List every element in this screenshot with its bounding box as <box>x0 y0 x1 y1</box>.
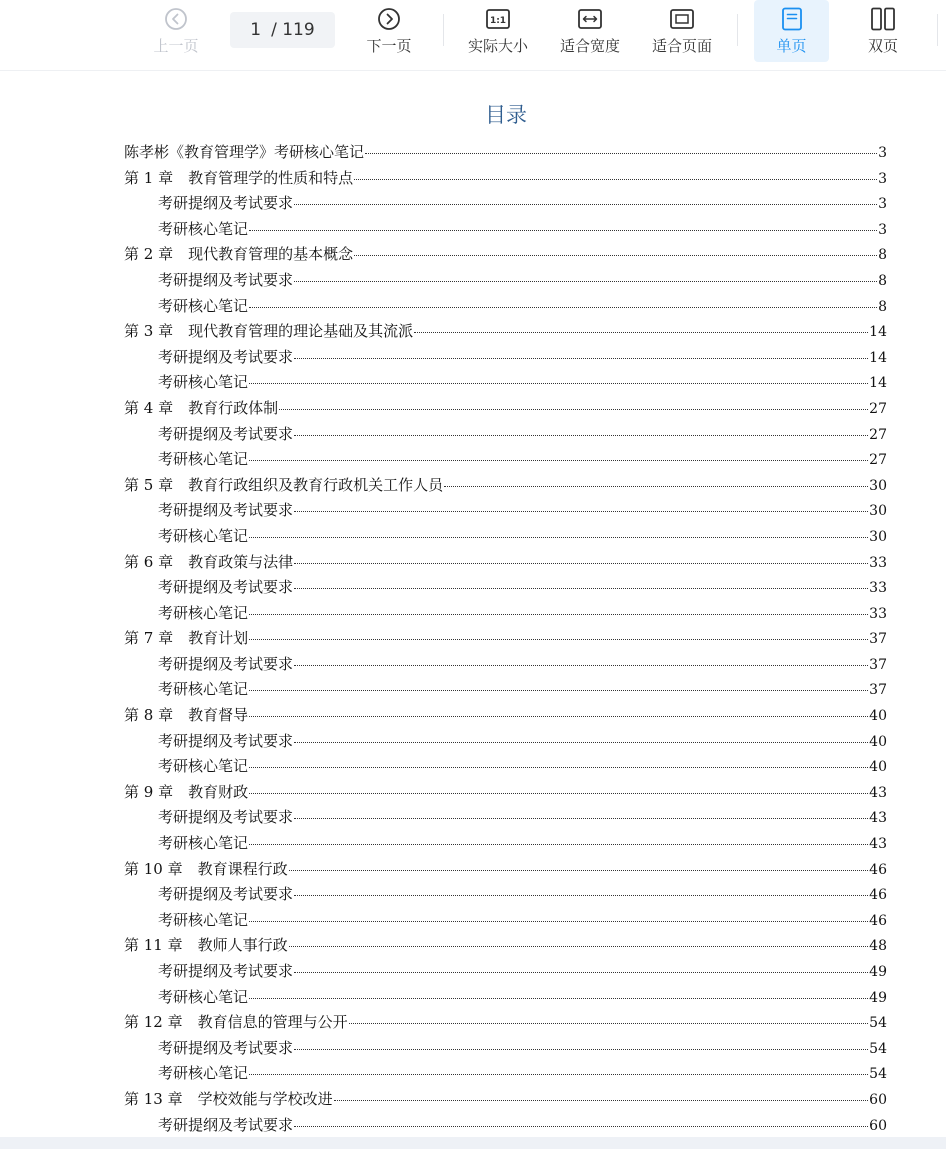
toc-leader-dots <box>249 998 868 999</box>
toc-entry-page: 33 <box>869 605 887 622</box>
toc-entry[interactable] <box>124 371 887 397</box>
toc-entry[interactable] <box>124 1037 887 1063</box>
toc-entry[interactable] <box>124 602 887 628</box>
toc-entry-page: 8 <box>878 247 887 264</box>
toc-entry-text: 陈孝彬《教育管理学》考研核心笔记 <box>124 143 365 161</box>
toc-entry-page: 43 <box>869 784 887 801</box>
toc-entry[interactable] <box>124 397 887 423</box>
toc-entry[interactable] <box>124 986 887 1012</box>
toc-entry-text: 第 11 章 教师人事行政 <box>124 936 288 955</box>
toc-entry-page: 40 <box>869 708 887 725</box>
toc-entry-page: 14 <box>869 349 887 366</box>
toc-entry-page: 3 <box>878 221 887 238</box>
table-of-contents <box>124 141 887 1139</box>
chevron-right-circle-icon <box>377 7 401 31</box>
toc-entry[interactable] <box>124 320 887 346</box>
toc-leader-dots <box>294 435 868 436</box>
toc-entry-text: 考研提纲及考试要求 <box>158 731 294 750</box>
toc-entry-page: 30 <box>869 477 887 494</box>
toc-entry-text: 考研提纲及考试要求 <box>158 808 294 827</box>
toc-entry-page: 3 <box>878 145 887 161</box>
toc-entry[interactable] <box>124 653 887 679</box>
toc-leader-dots <box>249 307 877 308</box>
next-page-button[interactable] <box>359 0 419 62</box>
toc-leader-dots <box>249 921 868 922</box>
toc-entry[interactable] <box>124 1088 887 1114</box>
toc-entry[interactable] <box>124 141 887 167</box>
svg-text:1:1: 1:1 <box>489 16 507 26</box>
toc-entry-page: 48 <box>869 938 887 955</box>
toc-leader-dots <box>289 870 869 871</box>
toc-entry-text: 考研核心笔记 <box>158 680 249 699</box>
toc-leader-dots <box>294 972 868 973</box>
toc-entry[interactable] <box>124 730 887 756</box>
toc-entry-page: 8 <box>878 272 887 289</box>
toc-entry-text: 第 12 章 教育信息的管理与公开 <box>124 1013 348 1032</box>
actual-size-icon <box>485 7 511 31</box>
toc-leader-dots <box>249 639 868 640</box>
pdf-toolbar <box>0 0 946 71</box>
toc-entry-page: 33 <box>869 580 887 597</box>
toc-entry[interactable] <box>124 934 887 960</box>
toc-entry-page: 46 <box>869 887 887 904</box>
toc-entry-page: 43 <box>869 810 887 827</box>
double-page-icon <box>870 7 896 31</box>
chevron-left-circle-icon <box>164 7 188 31</box>
toc-entry[interactable] <box>124 448 887 474</box>
toc-entry[interactable] <box>124 1114 887 1140</box>
fit-page-button[interactable] <box>645 0 719 62</box>
toc-entry-page: 3 <box>878 170 887 187</box>
toc-leader-dots <box>294 1049 868 1050</box>
toc-leader-dots <box>294 1126 868 1127</box>
prev-page-button[interactable] <box>146 0 206 62</box>
toc-entry-text: 考研提纲及考试要求 <box>158 578 294 597</box>
toolbar-divider <box>737 14 738 46</box>
toc-entry-text: 第 13 章 学校效能与学校改进 <box>124 1089 333 1108</box>
toc-leader-dots <box>294 895 868 896</box>
toc-entry-page: 46 <box>869 912 887 929</box>
toc-entry-text: 考研核心笔记 <box>158 603 249 622</box>
toc-leader-dots <box>294 742 868 743</box>
toc-entry-page: 60 <box>869 1117 887 1134</box>
toc-entry[interactable] <box>124 781 887 807</box>
toc-leader-dots <box>279 409 868 410</box>
toc-entry-page: 14 <box>869 375 887 392</box>
bottom-scroll-area <box>0 1137 946 1149</box>
toc-entry[interactable] <box>124 627 887 653</box>
toc-entry-text: 考研提纲及考试要求 <box>158 424 294 443</box>
toc-entry[interactable] <box>124 423 887 449</box>
toc-leader-dots <box>294 588 868 589</box>
toc-entry[interactable] <box>124 269 887 295</box>
toc-entry[interactable] <box>124 704 887 730</box>
toc-entry-page: 54 <box>869 1040 887 1057</box>
toc-entry-text: 第 7 章 教育计划 <box>124 629 249 648</box>
prev-page-label: 上一页 <box>153 37 199 55</box>
total-pages: / 119 <box>271 20 315 40</box>
toc-entry-text: 考研核心笔记 <box>158 987 249 1006</box>
toc-entry-page: 40 <box>869 759 887 776</box>
single-page-label: 单页 <box>776 37 807 55</box>
toc-entry-page: 46 <box>869 861 887 878</box>
toc-entry-page: 37 <box>869 656 887 673</box>
toc-entry-text: 考研核心笔记 <box>158 910 249 929</box>
toc-leader-dots <box>294 665 868 666</box>
toc-entry[interactable] <box>124 755 887 781</box>
toc-entry-text: 考研提纲及考试要求 <box>158 501 294 520</box>
toc-entry-text: 考研核心笔记 <box>158 450 249 469</box>
toc-leader-dots <box>294 281 877 282</box>
single-page-button[interactable] <box>754 0 829 62</box>
toc-entry-text: 第 2 章 现代教育管理的基本概念 <box>124 245 354 264</box>
toc-entry-text: 考研提纲及考试要求 <box>158 194 294 213</box>
toc-entry-text: 考研核心笔记 <box>158 219 249 238</box>
toc-entry-page: 43 <box>869 836 887 853</box>
toc-entry[interactable] <box>124 499 887 525</box>
toc-leader-dots <box>249 230 877 231</box>
toolbar-divider <box>443 14 444 46</box>
page-number-box[interactable] <box>230 12 335 48</box>
toc-entry-text: 考研提纲及考试要求 <box>158 654 294 673</box>
toc-leader-dots <box>354 179 877 180</box>
toc-entry-page: 30 <box>869 503 887 520</box>
toc-entry-text: 第 1 章 教育管理学的性质和特点 <box>124 168 354 187</box>
double-page-button[interactable] <box>848 0 918 62</box>
toc-entry-page: 27 <box>869 426 887 443</box>
toc-leader-dots <box>249 793 868 794</box>
toc-entry-page: 14 <box>869 324 887 341</box>
toc-leader-dots <box>249 1074 868 1075</box>
toc-leader-dots <box>414 332 868 333</box>
toc-entry[interactable] <box>124 218 887 244</box>
actual-size-button[interactable] <box>461 0 535 62</box>
fit-page-icon <box>669 7 695 31</box>
toc-entry-text: 考研核心笔记 <box>158 757 249 776</box>
toc-entry-page: 54 <box>869 1015 887 1032</box>
toc-entry-page: 40 <box>869 733 887 750</box>
toc-leader-dots <box>249 614 868 615</box>
toc-leader-dots <box>249 460 868 461</box>
toc-leader-dots <box>249 537 868 538</box>
toc-leader-dots <box>249 716 868 717</box>
toc-entry-text: 考研提纲及考试要求 <box>158 1115 294 1134</box>
toc-leader-dots <box>354 255 877 256</box>
toc-entry[interactable] <box>124 576 887 602</box>
toc-leader-dots <box>249 383 868 384</box>
toc-entry[interactable] <box>124 909 887 935</box>
toc-entry-page: 37 <box>869 631 887 648</box>
toc-entry[interactable] <box>124 1062 887 1088</box>
toc-entry[interactable] <box>124 832 887 858</box>
toc-entry-text: 考研提纲及考试要求 <box>158 885 294 904</box>
toc-entry-page: 49 <box>869 964 887 980</box>
toc-entry-text: 考研提纲及考试要求 <box>158 1038 294 1057</box>
toc-entry-text: 考研核心笔记 <box>158 296 249 315</box>
toc-leader-dots <box>289 946 869 947</box>
toc-entry[interactable] <box>124 295 887 321</box>
toc-leader-dots <box>349 1023 869 1024</box>
toc-leader-dots <box>365 153 877 154</box>
toc-entry-text: 第 5 章 教育行政组织及教育行政机关工作人员 <box>124 475 444 494</box>
fit-width-icon <box>577 7 603 31</box>
toc-leader-dots <box>294 358 868 359</box>
toc-entry-page: 27 <box>869 400 887 417</box>
toc-entry-text: 考研核心笔记 <box>158 834 249 853</box>
toc-title: 目录 <box>485 103 527 127</box>
actual-size-label: 实际大小 <box>467 37 528 55</box>
toc-entry[interactable] <box>124 474 887 500</box>
toc-entry-page: 60 <box>869 1091 887 1108</box>
toc-entry-page: 8 <box>878 298 887 315</box>
next-page-label: 下一页 <box>366 37 412 55</box>
toc-leader-dots <box>294 818 868 819</box>
document-page <box>0 71 946 1137</box>
toc-entry[interactable] <box>124 678 887 704</box>
toc-leader-dots <box>249 767 868 768</box>
toc-entry[interactable] <box>124 243 887 269</box>
toc-entry[interactable] <box>124 858 887 884</box>
toc-entry-text: 第 3 章 现代教育管理的理论基础及其流派 <box>124 322 414 341</box>
toc-entry[interactable] <box>124 551 887 577</box>
toc-leader-dots <box>249 844 868 845</box>
toc-leader-dots <box>334 1100 869 1101</box>
toc-entry-text: 考研提纲及考试要求 <box>158 962 294 980</box>
toc-entry[interactable] <box>124 525 887 551</box>
double-page-label: 双页 <box>867 37 898 55</box>
toc-entry[interactable] <box>124 167 887 193</box>
toc-entry-text: 考研核心笔记 <box>158 373 249 392</box>
current-page-input[interactable]: 1 <box>250 20 262 40</box>
toc-leader-dots <box>444 486 868 487</box>
toc-entry[interactable] <box>124 192 887 218</box>
toc-entry-text: 第 10 章 教育课程行政 <box>124 859 288 878</box>
toc-entry-page: 27 <box>869 452 887 469</box>
toc-leader-dots <box>294 511 868 512</box>
toc-entry-text: 考研提纲及考试要求 <box>158 347 294 366</box>
toc-entry-text: 考研核心笔记 <box>158 526 249 545</box>
toc-leader-dots <box>294 563 868 564</box>
toc-entry-page: 3 <box>878 196 887 213</box>
toc-entry-text: 考研核心笔记 <box>158 1064 249 1083</box>
toc-entry-page: 54 <box>869 1066 887 1083</box>
toc-entry[interactable] <box>124 1011 887 1037</box>
fit-page-label: 适合页面 <box>651 37 712 55</box>
toc-entry-text: 考研提纲及考试要求 <box>158 270 294 289</box>
toc-entry-text: 第 4 章 教育行政体制 <box>124 398 279 417</box>
toc-entry-page: 37 <box>869 682 887 699</box>
toc-entry-text: 第 9 章 教育财政 <box>124 782 249 801</box>
toc-leader-dots <box>294 204 877 205</box>
toc-entry[interactable] <box>124 346 887 372</box>
toc-entry-text: 第 8 章 教育督导 <box>124 706 249 725</box>
toc-leader-dots <box>249 690 868 691</box>
fit-width-label: 适合宽度 <box>559 37 620 55</box>
toc-entry[interactable] <box>124 806 887 832</box>
single-page-icon <box>781 7 803 31</box>
toc-entry-page: 33 <box>869 554 887 571</box>
toc-entry-text: 第 6 章 教育政策与法律 <box>124 552 294 571</box>
toolbar-divider <box>937 14 938 46</box>
toc-entry-page: 30 <box>869 528 887 545</box>
toc-entry[interactable] <box>124 960 887 986</box>
fit-width-button[interactable] <box>553 0 627 62</box>
toc-entry[interactable] <box>124 883 887 909</box>
toc-entry-page: 49 <box>869 989 887 1006</box>
